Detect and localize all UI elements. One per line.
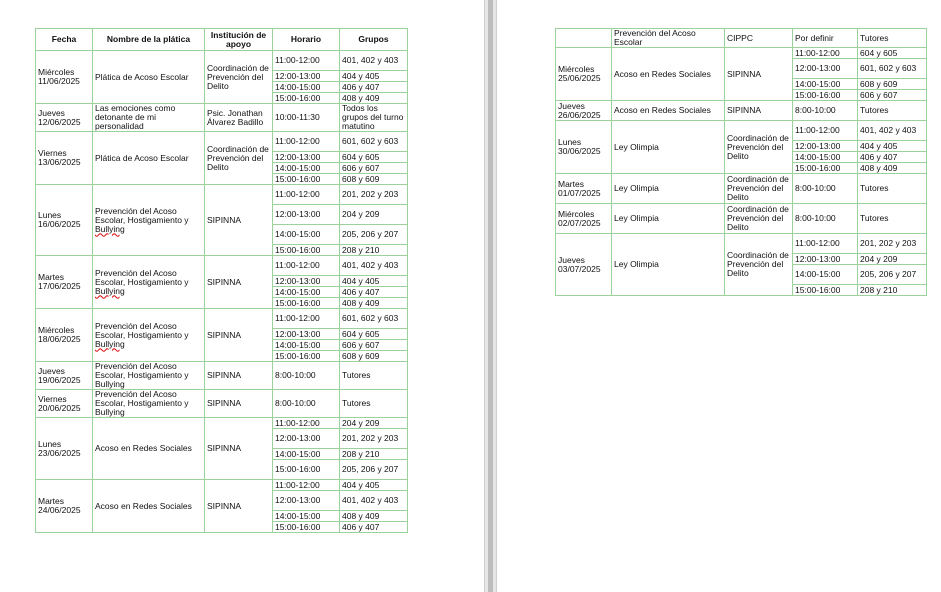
cell-grupos: Tutores	[858, 174, 927, 204]
cell-institucion: Psic. Jonathan Álvarez Badillo	[205, 104, 273, 132]
cell-platica: Plática de Acoso Escolar	[93, 132, 205, 185]
cell-grupos: Tutores	[858, 29, 927, 48]
cell-grupos: 404 y 405	[340, 71, 408, 82]
cell-grupos: 204 y 209	[340, 205, 408, 225]
cell-horario: 11:00-12:00	[273, 51, 340, 71]
cell-horario: 15:00-16:00	[793, 163, 858, 174]
table-row	[36, 256, 408, 276]
cell-grupos: 404 y 405	[340, 480, 408, 491]
cell-grupos: 205, 206 y 207	[858, 265, 927, 285]
cell-horario: 14:00-15:00	[273, 511, 340, 522]
cell-platica: Las emociones como detonante de mi personalidad	[93, 104, 205, 132]
cell-grupos: 201, 202 y 203	[858, 234, 927, 254]
cell-horario: 14:00-15:00	[273, 340, 340, 351]
table-row	[36, 418, 408, 429]
cell-horario: 14:00-15:00	[273, 163, 340, 174]
cell-institucion: SIPINNA	[205, 256, 273, 309]
table-row	[36, 51, 408, 71]
cell-platica: Prevención del Acoso Escolar, Hostigamiento y Bullying	[93, 390, 205, 418]
cell-horario: 11:00-12:00	[273, 185, 340, 205]
cell-grupos: 205, 206 y 207	[340, 460, 408, 480]
cell-grupos: 406 y 407	[340, 287, 408, 298]
cell-grupos: 408 y 409	[340, 93, 408, 104]
header-institucion: Institución de apoyo	[205, 29, 273, 51]
cell-grupos: 205, 206 y 207	[340, 225, 408, 245]
cell-platica: Prevención del Acoso Escolar, Hostigamiento y Bullying	[93, 309, 205, 362]
table-row	[36, 309, 408, 329]
cell-institucion: SIPINNA	[205, 362, 273, 390]
cell-fecha: Miércoles 25/06/2025	[556, 48, 612, 101]
cell-horario: 11:00-12:00	[273, 132, 340, 152]
cell-fecha: Martes 24/06/2025	[36, 480, 93, 533]
cell-grupos: 608 y 609	[340, 351, 408, 362]
cell-horario: 15:00-16:00	[793, 285, 858, 296]
cell-horario: 14:00-15:00	[793, 152, 858, 163]
cell-grupos: 608 y 609	[340, 174, 408, 185]
header-horario: Horario	[273, 29, 340, 51]
cell-horario: 12:00-13:00	[273, 329, 340, 340]
cell-grupos: 204 y 209	[340, 418, 408, 429]
table-row	[556, 48, 927, 59]
cell-grupos: 601, 602 y 603	[340, 309, 408, 329]
cell-fecha: Jueves 19/06/2025	[36, 362, 93, 390]
cell-grupos: 408 y 409	[340, 298, 408, 309]
cell-grupos: 604 y 605	[858, 48, 927, 59]
cell-platica: Prevención del Acoso Escolar, Hostigamiento y Bullying	[93, 362, 205, 390]
cell-fecha: Lunes 23/06/2025	[36, 418, 93, 480]
cell-horario: 12:00-13:00	[793, 141, 858, 152]
cell-grupos: 608 y 609	[858, 79, 927, 90]
cell-fecha: Lunes 16/06/2025	[36, 185, 93, 256]
cell-institucion: SIPINNA	[205, 309, 273, 362]
cell-horario: 11:00-12:00	[793, 48, 858, 59]
cell-horario: Por definir	[793, 29, 858, 48]
cell-grupos: 204 y 209	[858, 254, 927, 265]
cell-institucion: Coordinación de Prevención del Delito	[725, 204, 793, 234]
cell-institucion: SIPINNA	[205, 185, 273, 256]
table-row	[556, 234, 927, 254]
table-row	[36, 104, 408, 132]
table-row	[556, 101, 927, 121]
cell-fecha: Miércoles 18/06/2025	[36, 309, 93, 362]
cell-institucion: Coordinación de Prevención del Delito	[725, 234, 793, 296]
cell-horario: 15:00-16:00	[273, 93, 340, 104]
cell-grupos: 404 y 405	[858, 141, 927, 152]
cell-grupos: 601, 602 y 603	[340, 132, 408, 152]
cell-institucion: SIPINNA	[205, 418, 273, 480]
cell-horario: 15:00-16:00	[793, 90, 858, 101]
cell-grupos: 201, 202 y 203	[340, 429, 408, 449]
cell-horario: 11:00-12:00	[793, 234, 858, 254]
cell-grupos: Tutores	[858, 101, 927, 121]
cell-horario: 8:00-10:00	[793, 101, 858, 121]
cell-platica: Ley Olimpia	[612, 121, 725, 174]
cell-fecha: Jueves 26/06/2025	[556, 101, 612, 121]
cell-grupos: 604 y 605	[340, 152, 408, 163]
cell-grupos: 406 y 407	[340, 82, 408, 93]
cell-grupos: 408 y 409	[858, 163, 927, 174]
cell-grupos: 401, 402 y 403	[340, 51, 408, 71]
cell-institucion: SIPINNA	[205, 480, 273, 533]
cell-horario: 14:00-15:00	[793, 79, 858, 90]
cell-horario: 14:00-15:00	[793, 265, 858, 285]
table-row	[556, 204, 927, 234]
cell-grupos: 208 y 210	[340, 449, 408, 460]
cell-horario: 12:00-13:00	[273, 205, 340, 225]
cell-fecha: Miércoles 02/07/2025	[556, 204, 612, 234]
cell-horario: 12:00-13:00	[793, 254, 858, 265]
page-separator-bar	[488, 0, 493, 592]
cell-grupos: 401, 402 y 403	[340, 256, 408, 276]
cell-platica: Acoso en Redes Sociales	[93, 480, 205, 533]
cell-horario: 15:00-16:00	[273, 245, 340, 256]
table-row	[36, 185, 408, 205]
cell-grupos: 406 y 407	[340, 522, 408, 533]
page-gutter	[484, 0, 497, 592]
cell-grupos: 208 y 210	[340, 245, 408, 256]
table-row	[36, 132, 408, 152]
schedule-table-right	[555, 28, 927, 296]
cell-horario: 15:00-16:00	[273, 460, 340, 480]
cell-horario: 8:00-10:00	[793, 174, 858, 204]
cell-grupos: Tutores	[858, 204, 927, 234]
header-fecha: Fecha	[36, 29, 93, 51]
cell-grupos: 404 y 405	[340, 276, 408, 287]
cell-grupos: Tutores	[340, 362, 408, 390]
cell-fecha: Viernes 13/06/2025	[36, 132, 93, 185]
cell-grupos: 606 y 607	[858, 90, 927, 101]
cell-grupos: 201, 202 y 203	[340, 185, 408, 205]
cell-horario: 8:00-10:00	[273, 362, 340, 390]
cell-institucion: Coordinación de Prevención del Delito	[725, 121, 793, 174]
cell-fecha: Jueves 03/07/2025	[556, 234, 612, 296]
schedule-table-left	[35, 28, 408, 533]
cell-horario: 14:00-15:00	[273, 82, 340, 93]
header-platica: Nombre de la plática	[93, 29, 205, 51]
cell-platica: Ley Olimpia	[612, 174, 725, 204]
table-header-row	[36, 29, 408, 51]
table-row	[556, 174, 927, 204]
table-row	[36, 362, 408, 390]
cell-grupos: 606 y 607	[340, 163, 408, 174]
cell-grupos: 208 y 210	[858, 285, 927, 296]
cell-horario: 12:00-13:00	[273, 491, 340, 511]
cell-horario: 15:00-16:00	[273, 174, 340, 185]
cell-horario: 12:00-13:00	[273, 152, 340, 163]
cell-horario: 11:00-12:00	[273, 309, 340, 329]
cell-platica: Acoso en Redes Sociales	[612, 48, 725, 101]
cell-horario: 12:00-13:00	[273, 276, 340, 287]
cell-horario: 14:00-15:00	[273, 449, 340, 460]
cell-horario: 11:00-12:00	[273, 418, 340, 429]
cell-platica: Prevención del Acoso Escolar, Hostigamiento y Bullying	[93, 185, 205, 256]
cell-platica: Acoso en Redes Sociales	[612, 101, 725, 121]
cell-platica: Prevención del Acoso Escolar	[612, 29, 725, 48]
cell-grupos: Todos los grupos del turno matutino	[340, 104, 408, 132]
cell-institucion: Coordinación de Prevención del Delito	[205, 132, 273, 185]
cell-horario: 12:00-13:00	[273, 71, 340, 82]
cell-horario: 11:00-12:00	[273, 256, 340, 276]
cell-fecha	[556, 29, 612, 48]
cell-grupos: 406 y 407	[858, 152, 927, 163]
cell-fecha: Jueves 12/06/2025	[36, 104, 93, 132]
cell-institucion: Coordinación de Prevención del Delito	[205, 51, 273, 104]
cell-platica: Plática de Acoso Escolar	[93, 51, 205, 104]
cell-fecha: Martes 17/06/2025	[36, 256, 93, 309]
cell-platica: Prevención del Acoso Escolar, Hostigamiento y Bullying	[93, 256, 205, 309]
cell-grupos: 606 y 607	[340, 340, 408, 351]
cell-horario: 8:00-10:00	[273, 390, 340, 418]
spellcheck-flagged-word: Bullying	[95, 285, 125, 296]
table-row	[556, 121, 927, 141]
cell-institucion: SIPINNA	[725, 48, 793, 101]
cell-institucion: Coordinación de Prevención del Delito	[725, 174, 793, 204]
cell-horario: 14:00-15:00	[273, 225, 340, 245]
cell-grupos: Tutores	[340, 390, 408, 418]
cell-horario: 8:00-10:00	[793, 204, 858, 234]
cell-horario: 12:00-13:00	[273, 429, 340, 449]
cell-horario: 12:00-13:00	[793, 59, 858, 79]
cell-horario: 10:00-11:30	[273, 104, 340, 132]
spellcheck-flagged-word: Bullying	[95, 407, 125, 417]
cell-platica: Ley Olimpia	[612, 204, 725, 234]
cell-fecha: Miércoles 11/06/2025	[36, 51, 93, 104]
cell-platica: Acoso en Redes Sociales	[93, 418, 205, 480]
spellcheck-flagged-word: Bullying	[95, 223, 125, 234]
table-continuation-row	[556, 29, 927, 48]
cell-grupos: 604 y 605	[340, 329, 408, 340]
cell-horario: 11:00-12:00	[273, 480, 340, 491]
table-row	[36, 390, 408, 418]
header-grupos: Grupos	[340, 29, 408, 51]
cell-horario: 11:00-12:00	[793, 121, 858, 141]
cell-grupos: 408 y 409	[340, 511, 408, 522]
cell-fecha: Viernes 20/06/2025	[36, 390, 93, 418]
cell-institucion: SIPINNA	[725, 101, 793, 121]
cell-institucion: CIPPC	[725, 29, 793, 48]
cell-fecha: Lunes 30/06/2025	[556, 121, 612, 174]
cell-horario: 15:00-16:00	[273, 351, 340, 362]
cell-horario: 15:00-16:00	[273, 522, 340, 533]
spellcheck-flagged-word: Bullying	[95, 379, 125, 389]
cell-grupos: 601, 602 y 603	[858, 59, 927, 79]
cell-horario: 14:00-15:00	[273, 287, 340, 298]
cell-grupos: 401, 402 y 403	[340, 491, 408, 511]
cell-platica: Ley Olimpia	[612, 234, 725, 296]
cell-horario: 15:00-16:00	[273, 298, 340, 309]
spellcheck-flagged-word: Bullying	[95, 338, 125, 349]
cell-fecha: Martes 01/07/2025	[556, 174, 612, 204]
cell-institucion: SIPINNA	[205, 390, 273, 418]
table-row	[36, 480, 408, 491]
cell-grupos: 401, 402 y 403	[858, 121, 927, 141]
